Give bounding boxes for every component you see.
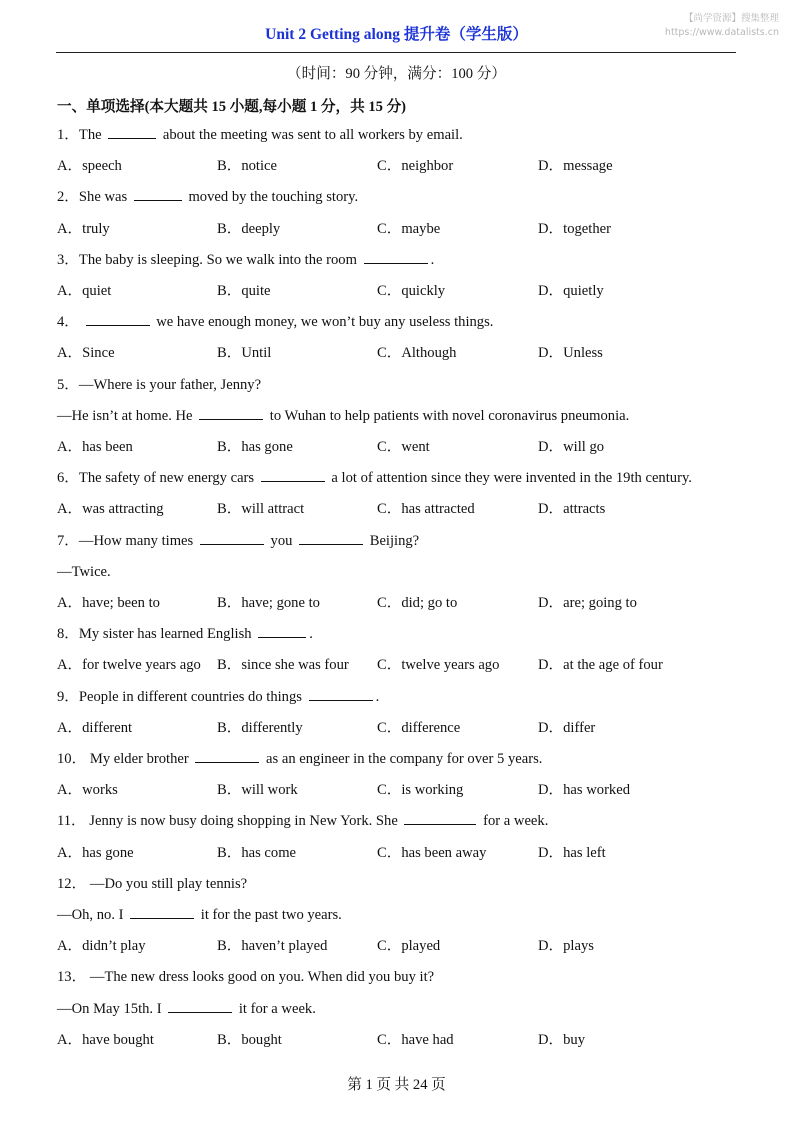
answer-blank[interactable]	[195, 750, 259, 763]
question-stem	[57, 874, 247, 894]
stem-text: we have enough money, we won’t buy any useless things.	[152, 314, 494, 331]
option-d[interactable]: D．Unless	[538, 345, 603, 362]
stem-text: —The new dress looks good on you. When did you buy it?	[86, 969, 435, 986]
answer-blank[interactable]	[258, 625, 306, 638]
answer-blank[interactable]	[261, 469, 325, 482]
stem-text: moved by the touching story.	[184, 189, 359, 206]
answer-blank[interactable]	[168, 1000, 232, 1013]
stem-text	[79, 314, 83, 330]
question-stem	[57, 312, 493, 332]
option-a[interactable]: A．truly	[57, 220, 110, 237]
option-b[interactable]: B．Until	[217, 345, 272, 362]
option-a[interactable]: A．was attracting	[57, 501, 164, 518]
stem-text: —Do you still play tennis?	[86, 875, 248, 892]
stem-text: She was	[78, 189, 131, 206]
dialogue-line	[57, 999, 316, 1019]
option-a[interactable]: A．have bought	[57, 1031, 154, 1048]
option-d[interactable]: D．buy	[538, 1031, 586, 1048]
time-info: （时间：90 分钟，满分：100 分）	[287, 66, 506, 82]
option-d[interactable]: D．attracts	[538, 501, 606, 518]
page-footer: 第 1 页 共 24 页	[347, 1077, 446, 1093]
option-b[interactable]: B．have; gone to	[217, 595, 320, 611]
option-a[interactable]: A．works	[57, 782, 118, 799]
stem-text: The safety of new energy cars	[78, 470, 258, 487]
option-a[interactable]: A．for twelve years ago	[57, 657, 201, 674]
answer-blank[interactable]	[299, 532, 363, 545]
question-stem	[57, 749, 542, 769]
option-c[interactable]: C．maybe	[377, 220, 441, 237]
option-a[interactable]: A．quiet	[57, 283, 112, 299]
option-c[interactable]: C．played	[377, 938, 441, 955]
option-b[interactable]: B．will attract	[217, 501, 305, 518]
stem-text: The	[78, 127, 106, 143]
option-b[interactable]: B．has gone	[217, 439, 293, 455]
option-b[interactable]: B．haven’t played	[217, 938, 328, 955]
question-stem	[57, 624, 313, 644]
stem-text: a lot of attention since they were invented in the 19th century.	[327, 470, 692, 487]
stem-text: as an engineer in the company for over 5 years.	[262, 751, 543, 767]
stem-text: Beijing?	[366, 532, 420, 549]
answer-blank[interactable]	[108, 126, 156, 139]
option-d[interactable]: D．has left	[538, 844, 606, 861]
option-d[interactable]: D．are; going to	[538, 595, 637, 611]
header-divider	[56, 52, 736, 53]
question-stem	[57, 967, 434, 987]
option-a[interactable]: A．have; been to	[57, 595, 160, 611]
option-b[interactable]: B．has come	[217, 844, 297, 861]
option-d[interactable]: D．at the age of four	[538, 657, 663, 674]
option-b[interactable]: B．bought	[217, 1031, 282, 1048]
answer-blank[interactable]	[364, 251, 428, 264]
stem-text: it for a week.	[235, 1000, 316, 1017]
question-number: 7．	[57, 532, 79, 549]
watermark-source: 【尚学资源】搜集整理	[683, 13, 779, 24]
answer-blank[interactable]	[86, 313, 150, 326]
dialogue-line	[57, 905, 342, 925]
option-c[interactable]: C．Although	[377, 345, 457, 362]
option-d[interactable]: D．plays	[538, 938, 594, 955]
question-number: 12．	[57, 875, 87, 892]
option-b[interactable]: B．will work	[217, 782, 298, 799]
option-a[interactable]: A．has been	[57, 439, 133, 455]
question-stem	[57, 811, 548, 831]
question-number: 10．	[57, 751, 87, 767]
question-stem	[57, 468, 692, 488]
question-stem	[57, 687, 379, 707]
stem-text: for a week.	[479, 813, 549, 830]
stem-text: —Twice.	[57, 563, 111, 580]
page-title: Unit 2 Getting along 提升卷（学生版）	[265, 26, 528, 43]
stem-text: —How many times	[78, 532, 197, 549]
option-d[interactable]: D．differ	[538, 719, 596, 736]
question-stem	[57, 375, 261, 395]
option-c[interactable]: C．difference	[377, 719, 461, 736]
option-d[interactable]: D．together	[538, 220, 611, 237]
stem-text: it for the past two years.	[197, 907, 342, 923]
stem-text: .	[309, 626, 313, 643]
question-number: 4．	[57, 314, 79, 331]
answer-blank[interactable]	[200, 532, 264, 545]
option-a[interactable]: A．speech	[57, 158, 122, 175]
option-c[interactable]: C．quickly	[377, 283, 446, 299]
answer-blank[interactable]	[130, 906, 194, 919]
option-b[interactable]: B．notice	[217, 158, 277, 175]
stem-text: to Wuhan to help patients with novel coronavirus pneumonia.	[266, 407, 630, 424]
option-b[interactable]: B．quite	[217, 283, 271, 299]
question-number: 11．	[57, 813, 86, 830]
option-c[interactable]: C．is working	[377, 782, 464, 799]
stem-text: about the meeting was sent to all workers by email.	[159, 127, 463, 143]
question-number: 2．	[57, 189, 79, 206]
option-b[interactable]: B．since she was four	[217, 657, 349, 674]
option-a[interactable]: A．different	[57, 719, 133, 736]
dialogue-line	[57, 562, 111, 582]
stem-text: —Oh, no. I	[57, 907, 128, 923]
stem-text: Jenny is now busy doing shopping in New York. She	[85, 813, 402, 830]
stem-text: —Where is your father, Jenny?	[78, 376, 262, 393]
option-c[interactable]: C．has been away	[377, 844, 487, 861]
option-a[interactable]: A．has gone	[57, 844, 134, 861]
section-heading: 一、单项选择(本大题共 15 小题,每小题 1 分，共 15 分)	[57, 99, 407, 115]
question-number: 8．	[57, 626, 79, 643]
question-stem	[57, 187, 358, 207]
stem-text: —On May 15th. I	[57, 1000, 166, 1017]
question-stem	[57, 125, 463, 145]
stem-text: .	[375, 688, 380, 705]
option-c[interactable]: C．went	[377, 439, 430, 455]
option-c[interactable]: C．did; go to	[377, 595, 458, 611]
option-d[interactable]: D．has worked	[538, 782, 631, 799]
option-c[interactable]: C．twelve years ago	[377, 657, 500, 674]
option-d[interactable]: D．message	[538, 158, 613, 175]
option-c[interactable]: C．have had	[377, 1031, 454, 1048]
option-a[interactable]: A．didn’t play	[57, 938, 146, 955]
answer-blank[interactable]	[309, 688, 373, 701]
question-stem	[57, 531, 419, 551]
watermark-url: https://www.datalists.cn	[664, 27, 779, 38]
answer-blank[interactable]	[134, 188, 182, 201]
option-d[interactable]: D．will go	[538, 439, 605, 455]
question-number: 6．	[57, 470, 79, 487]
question-number: 3．	[57, 251, 79, 268]
stem-text: My sister has learned English	[78, 626, 256, 643]
answer-blank[interactable]	[199, 407, 263, 420]
option-b[interactable]: B．differently	[217, 719, 303, 736]
stem-text: People in different countries do things	[78, 688, 306, 705]
question-number: 5．	[57, 376, 79, 393]
stem-text: —He isn’t at home. He	[57, 407, 197, 424]
option-d[interactable]: D．quietly	[538, 283, 604, 299]
stem-text: The baby is sleeping. So we walk into the room	[78, 251, 361, 268]
option-a[interactable]: A．Since	[57, 345, 115, 362]
question-number: 13．	[57, 969, 87, 986]
stem-text: .	[430, 251, 435, 268]
option-b[interactable]: B．deeply	[217, 220, 281, 237]
stem-text: My elder brother	[86, 751, 193, 767]
dialogue-line	[57, 406, 629, 426]
option-c[interactable]: C．neighbor	[377, 158, 454, 175]
option-c[interactable]: C．has attracted	[377, 501, 475, 518]
question-number: 9．	[57, 688, 79, 705]
question-stem	[57, 250, 434, 270]
stem-text: you	[266, 532, 297, 549]
answer-blank[interactable]	[404, 812, 476, 825]
question-number: 1．	[57, 127, 79, 143]
